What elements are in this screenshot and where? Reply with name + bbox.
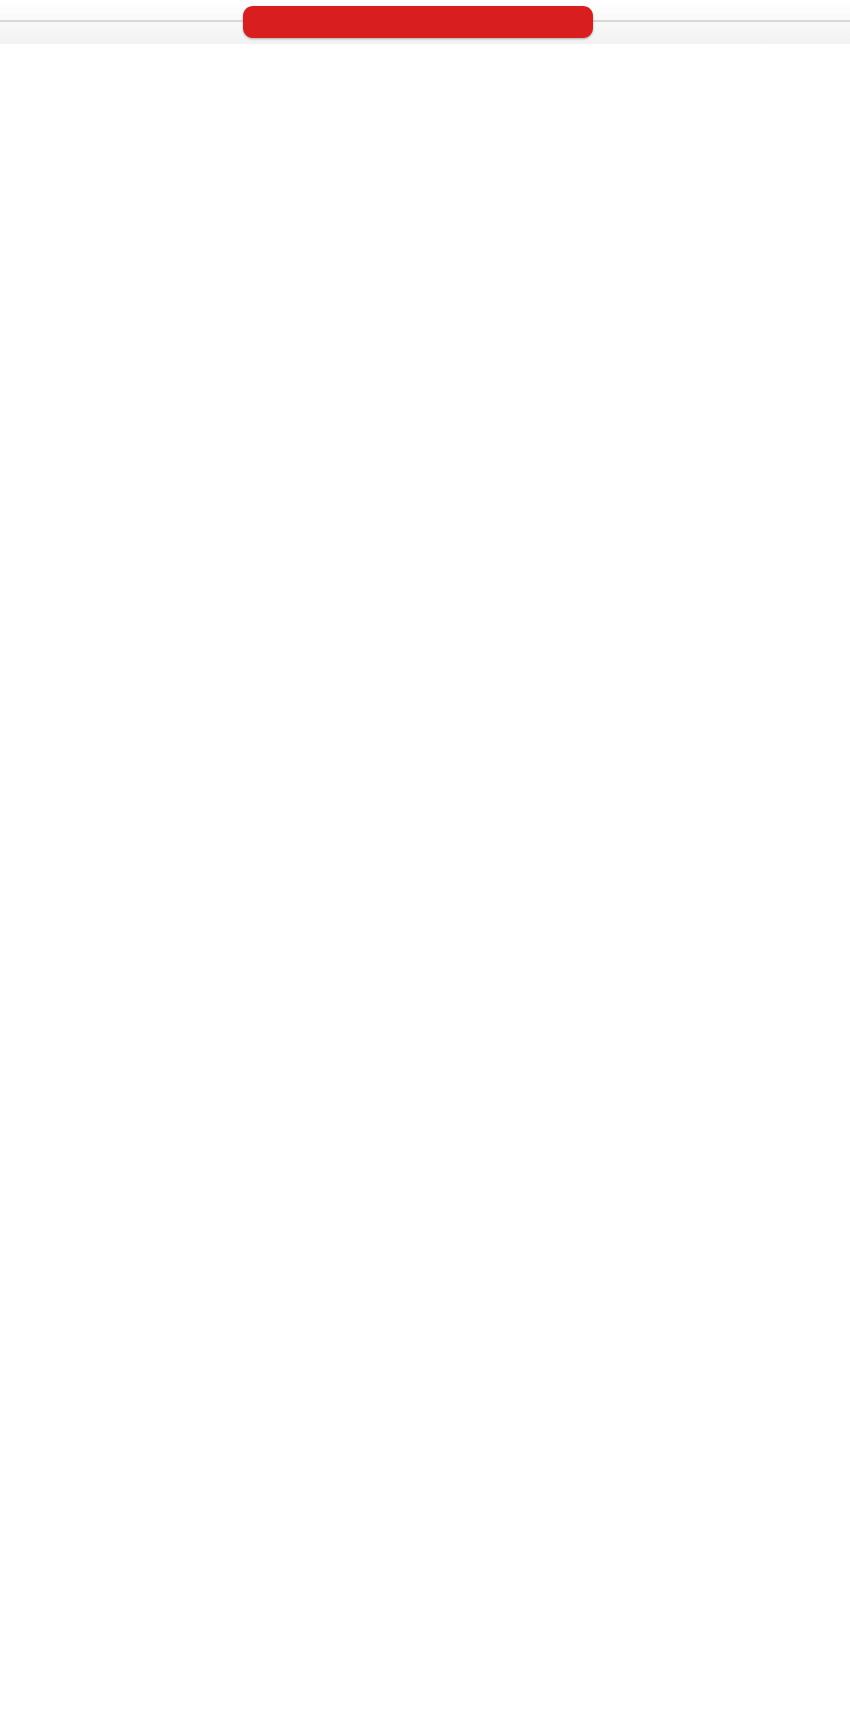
banner-title: [243, 6, 593, 38]
